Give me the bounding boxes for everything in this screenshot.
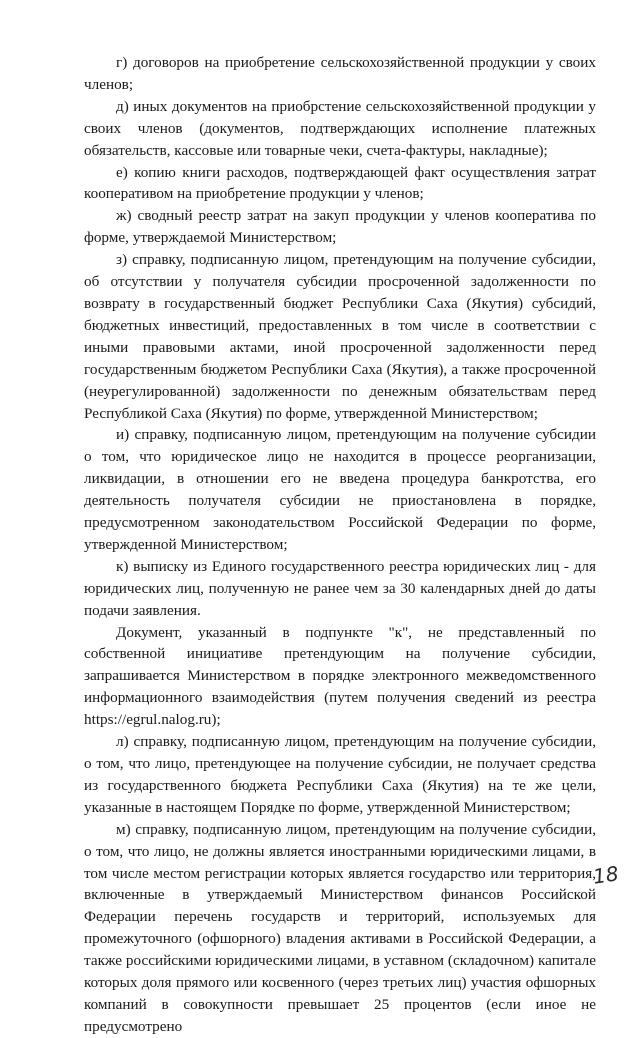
page-number: 18 — [591, 861, 620, 889]
paragraph-k: к) выписку из Единого государственного реестра юридических лиц - для юридических лиц, полученную не ранее чем за 30 календарных дней до даты подачи заявления. — [84, 557, 596, 619]
paragraph-e: е) копию книги расходов, подтверждающей факт осуществления затрат кооперативом на приобретение продукции у членов; — [84, 163, 596, 203]
paragraph-i: и) справку, подписанную лицом, претендующим на получение субсидии о том, что юридическое лицо не находится в процессе реорганизации, ликвидации, в отношении его не введена процедура банкротства, его деятельность получателя субсидии не приостановлена в порядке, предусмотренном законодательством Российской Федерации по форме, утвержденной Министерством; — [84, 426, 596, 553]
document-body — [84, 52, 596, 1038]
paragraph-k-note: Документ, указанный в подпункте "к", не представленный по собственной инициативе претендующим на получение субсидии, запрашивается Министерством в порядке электронного межведомственного информационного взаимодействия (путем получения сведений из реестра https://egrul.nalog.ru); — [84, 623, 596, 729]
paragraph-z: з) справку, подписанную лицом, претендующим на получение субсидии, об отсутствии у получателя субсидии просроченной задолженности по возврату в государственный бюджет Республики Саха (Якутия) субсидий, бюджетных инвестиций, предоставленных в том числе в соответствии с иными правовыми актами, иной просроченной задолженности перед государственным бюджетом Республики Саха (Якутия), а также просроченной (неурегулированной) задолженности по денежным обязательствам перед Республикой Саха (Якутия) по форме, утвержденной Министерством; — [84, 251, 596, 422]
paragraph-zh: ж) сводный реестр затрат на закуп продукции у членов кооператива по форме, утверждаемой Министерством; — [84, 207, 596, 247]
paragraph-g: г) договоров на приобретение сельскохозяйственной продукции у своих членов; — [84, 54, 596, 93]
paragraph-m: м) справку, подписанную лицом, претендующим на получение субсидии, о том, что лицо, не должны является иностранными юридическими лицами, в том числе местом регистрации которых является государство или территория, включенные в утверждаемый Министерством финансов Российской Федерации перечень государств и территорий, используемых для промежуточного (офшорного) владения активами в Российской Федерации, а также российскими юридическими лицами, в уставном (складочном) капитале которых доля прямого или косвенного (через третьих лиц) участия офшорных компаний в совокупности превышает 25 процентов (если иное не предусмотрено — [84, 820, 596, 1035]
paragraph-l: л) справку, подписанную лицом, претендующим на получение субсидии, о том, что лицо, претендующее на получение субсидии, не получает средства из государственного бюджета Республики Саха (Якутия) на те же цели, указанные в настоящем Порядке по форме, утвержденной Министерством; — [84, 733, 596, 816]
paragraph-d: д) иных документов на приобрстение сельскохозяйственной продукции у своих членов (документов, подтверждающих исполнение платежных обязательств, кассовые или товарные чеки, счета-фактуры, накладные); — [84, 97, 596, 159]
